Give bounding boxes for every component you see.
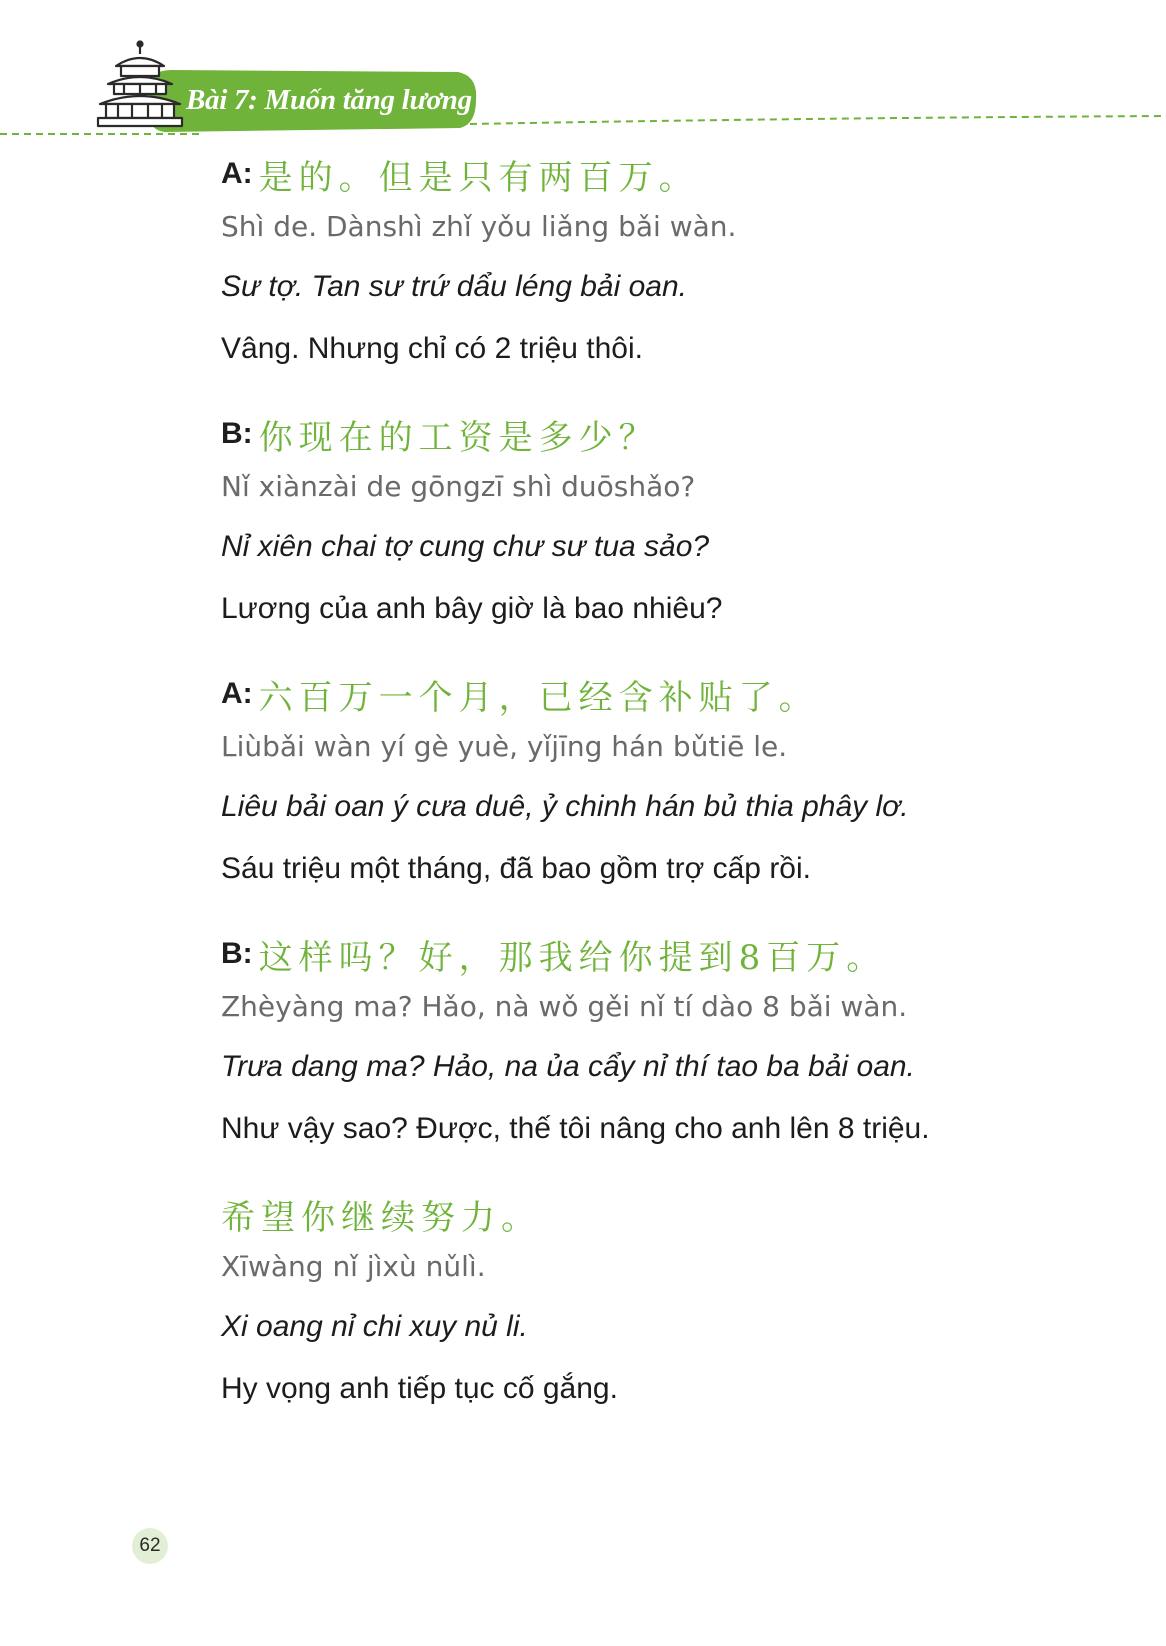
pinyin-text: Shì de. Dànshì zhǐ yǒu liǎng bǎi wàn. xyxy=(221,210,737,243)
pinyin-text: Xīwàng nǐ jìxù nǔlì. xyxy=(221,1250,486,1283)
phonetic-text: Trưa dang ma? Hảo, na ủa cẩy nỉ thí tao ba bải oan. xyxy=(221,1050,915,1083)
speaker-label: B: xyxy=(221,937,253,970)
dialogue-line xyxy=(221,670,1121,900)
vietnamese-translation: Vâng. Nhưng chỉ có 2 triệu thôi. xyxy=(221,332,643,365)
vietnamese-translation: Như vậy sao? Được, thế tôi nâng cho anh lên 8 triệu. xyxy=(221,1112,930,1145)
speaker-label: A: xyxy=(221,157,253,190)
vietnamese-translation: Sáu triệu một tháng, đã bao gồm trợ cấp rồi. xyxy=(221,852,811,885)
phonetic-text: Liêu bải oan ý cưa duê, ỷ chinh hán bủ thia phây lơ. xyxy=(221,790,909,823)
vietnamese-translation: Hy vọng anh tiếp tục cố gắng. xyxy=(221,1372,618,1405)
speaker-label: B: xyxy=(221,417,253,450)
temple-pagoda-icon xyxy=(98,42,182,127)
dialogue xyxy=(221,150,1121,1450)
phonetic-text: Xi oang nỉ chi xuy nủ li. xyxy=(221,1310,528,1343)
dialogue-line xyxy=(221,1190,1121,1420)
lesson-title: Bài 7: Muốn tăng lương xyxy=(186,84,472,116)
dialogue-line xyxy=(221,410,1121,640)
chinese-line xyxy=(221,930,1121,978)
chinese-line xyxy=(221,150,1121,198)
dialogue-line xyxy=(221,150,1121,380)
header-decoration xyxy=(0,0,1166,160)
chinese-line xyxy=(221,1190,1121,1238)
phonetic-text: Sư tợ. Tan sư trứ dẩu léng bải oan. xyxy=(221,270,687,303)
chinese-text: 这样吗？好，那我给你提到8百万。 xyxy=(258,937,887,978)
pinyin-text: Nǐ xiànzài de gōngzī shì duōshǎo? xyxy=(221,470,696,503)
phonetic-text: Nỉ xiên chai tợ cung chư sư tua sảo? xyxy=(221,530,710,563)
chinese-text: 你现在的工资是多少？ xyxy=(258,417,659,458)
chinese-text: 希望你继续努力。 xyxy=(221,1197,541,1238)
page-number: 62 xyxy=(132,1528,168,1564)
chinese-text: 是的。但是只有两百万。 xyxy=(258,157,699,198)
chinese-text: 六百万一个月，已经含补贴了。 xyxy=(258,677,819,718)
pinyin-text: Zhèyàng ma? Hǎo, nà wǒ gěi nǐ tí dào 8 bǎi wàn. xyxy=(221,990,908,1023)
vietnamese-translation: Lương của anh bây giờ là bao nhiêu? xyxy=(221,592,723,625)
chinese-line xyxy=(221,670,1121,718)
dialogue-line xyxy=(221,930,1121,1160)
speaker-label: A: xyxy=(221,677,253,710)
lesson-header xyxy=(0,0,1166,160)
pinyin-text: Liùbǎi wàn yí gè yuè, yǐjīng hán bǔtiē le. xyxy=(221,730,788,763)
chinese-line xyxy=(221,410,1121,458)
